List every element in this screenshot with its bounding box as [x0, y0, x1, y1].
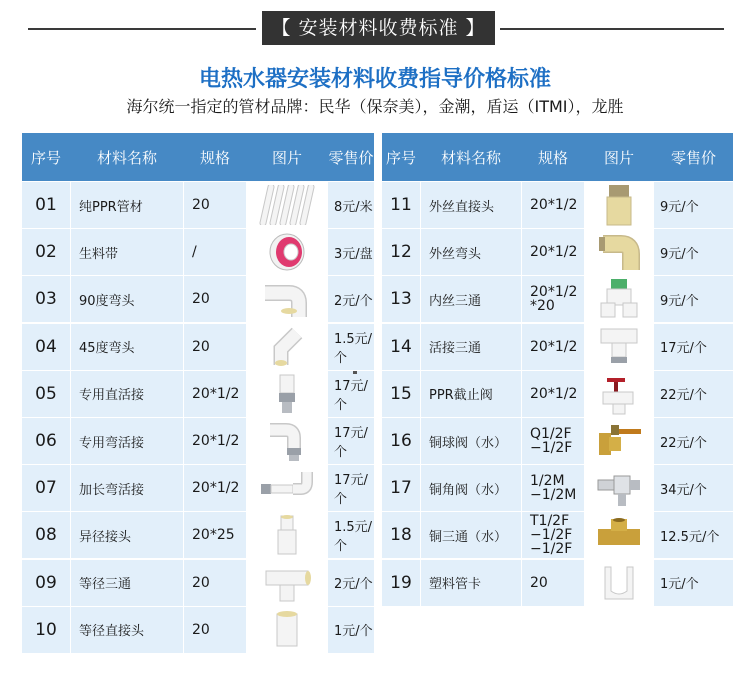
table-row: [22, 418, 374, 464]
item-spec: 20*1/2: [522, 324, 584, 370]
male-thread-coupling-icon: [599, 183, 639, 227]
item-image: [585, 371, 653, 417]
item-spec: 20*1/2: [184, 465, 246, 511]
elbow-45-icon: [267, 327, 307, 367]
item-price: 22元/个: [654, 371, 733, 417]
item-spec: 1/2M −1/2M: [522, 465, 584, 511]
item-image: [247, 560, 327, 606]
elbow-90-icon: [259, 279, 315, 319]
item-price: 1.5元/个: [328, 512, 374, 558]
item-image: [585, 560, 653, 606]
item-number: 04: [22, 324, 70, 370]
item-number: 19: [382, 560, 420, 606]
table-row: [382, 276, 733, 322]
table-row: [22, 229, 374, 275]
item-name: 铜角阀（水）: [421, 465, 521, 511]
table-row: [22, 324, 374, 370]
table-row: [382, 512, 733, 558]
item-name: 纯PPR管材: [71, 182, 183, 228]
item-number: 07: [22, 465, 70, 511]
item-number: 18: [382, 512, 420, 558]
item-image: [247, 229, 327, 275]
item-price: 1元/个: [654, 560, 733, 606]
straight-coupling-icon: [272, 610, 302, 650]
table-row: [22, 607, 374, 653]
item-name: 加长弯活接: [71, 465, 183, 511]
item-spec: 20: [184, 182, 246, 228]
item-price: 8元/米: [328, 182, 374, 228]
item-number: 11: [382, 182, 420, 228]
item-price: 3元/盘: [328, 229, 374, 275]
table-row: [382, 418, 733, 464]
item-number: 05: [22, 371, 70, 417]
ptfe-tape-icon: [265, 232, 309, 272]
brand-subtitle: 海尔统一指定的管材品牌：民华（保奈美），金潮，盾运（ITMI），龙胜: [126, 97, 624, 116]
item-spec: 20*1/2 *20: [522, 276, 584, 322]
item-number: 10: [22, 607, 70, 653]
item-name: 45度弯头: [71, 324, 183, 370]
table-row: [22, 182, 374, 228]
item-spec: 20*1/2: [184, 371, 246, 417]
item-number: 02: [22, 229, 70, 275]
table-row: [382, 324, 733, 370]
item-name: 外丝直接头: [421, 182, 521, 228]
header-name: 材料名称: [440, 148, 501, 167]
item-price: 1.5元/个: [328, 324, 374, 370]
item-number: 12: [382, 229, 420, 275]
male-thread-elbow-icon: [597, 230, 641, 274]
item-image: [585, 512, 653, 558]
item-price: 12.5元/个: [654, 512, 733, 558]
item-name: 塑料管卡: [421, 560, 521, 606]
table-row: [382, 560, 733, 606]
item-image: [585, 465, 653, 511]
item-image: [585, 418, 653, 464]
pipe-clip-icon: [597, 561, 641, 605]
item-image: [247, 182, 327, 228]
item-spec: 20: [184, 324, 246, 370]
section-banner: 【 安装材料收费标准 】: [262, 11, 495, 45]
item-spec: 20: [184, 276, 246, 322]
item-spec: 20*25: [184, 512, 246, 558]
item-number: 01: [22, 182, 70, 228]
item-spec: T1/2F −1/2F −1/2F: [522, 512, 584, 558]
female-thread-tee-icon: [597, 277, 641, 321]
item-price: 9元/个: [654, 182, 733, 228]
item-name: 异径接头: [71, 512, 183, 558]
item-number: 17: [382, 465, 420, 511]
item-image: [247, 607, 327, 653]
item-name: 铜三通（水）: [421, 512, 521, 558]
header-spec: 规格: [537, 148, 568, 167]
item-image: [247, 465, 327, 511]
header-rule-right: [500, 28, 724, 30]
header-name: 材料名称: [96, 148, 157, 167]
item-name: 铜球阀（水）: [421, 418, 521, 464]
item-name: 专用直活接: [71, 371, 183, 417]
item-price: 34元/个: [654, 465, 733, 511]
table-row: [22, 560, 374, 606]
item-number: 16: [382, 418, 420, 464]
elbow-union-icon: [262, 420, 312, 462]
item-price: 2元/个: [328, 560, 374, 606]
header-image: 图片: [603, 148, 634, 167]
item-image: [585, 276, 653, 322]
item-number: 06: [22, 418, 70, 464]
item-name: 活接三通: [421, 324, 521, 370]
item-image: [585, 182, 653, 228]
table-row: [382, 465, 733, 511]
item-spec: 20*1/2: [522, 229, 584, 275]
table-row: [22, 512, 374, 558]
stray-dot: [353, 371, 357, 374]
header-price: 零售价: [670, 148, 716, 167]
equal-tee-icon: [262, 563, 312, 603]
item-name: 等径直接头: [71, 607, 183, 653]
table-row: [382, 182, 733, 228]
item-spec: /: [184, 229, 246, 275]
straight-union-icon: [272, 373, 302, 415]
item-image: [247, 418, 327, 464]
stop-valve-icon: [599, 372, 639, 416]
item-price: 17元/个: [328, 371, 374, 417]
ppr-pipes-icon: [257, 185, 317, 225]
item-price: 22元/个: [654, 418, 733, 464]
header-spec: 规格: [199, 148, 230, 167]
item-spec: 20: [184, 607, 246, 653]
item-name: 90度弯头: [71, 276, 183, 322]
item-spec: 20: [522, 560, 584, 606]
header-image: 图片: [271, 148, 302, 167]
item-name: 等径三通: [71, 560, 183, 606]
item-number: 09: [22, 560, 70, 606]
page-title: 电热水器安装材料收费指导价格标准: [198, 67, 551, 92]
item-price: 1元/个: [328, 607, 374, 653]
item-spec: 20*1/2: [522, 371, 584, 417]
item-spec: 20*1/2: [522, 182, 584, 228]
left-table-header: [22, 133, 374, 181]
table-row: [22, 276, 374, 322]
item-spec: 20: [184, 560, 246, 606]
item-image: [247, 276, 327, 322]
item-number: 15: [382, 371, 420, 417]
table-row: [22, 465, 374, 511]
item-name: 外丝弯头: [421, 229, 521, 275]
item-number: 08: [22, 512, 70, 558]
angle-valve-icon: [594, 468, 644, 508]
table-row: [382, 229, 733, 275]
item-image: [247, 371, 327, 417]
price-table-right: [382, 133, 733, 617]
item-number: 13: [382, 276, 420, 322]
header-no: 序号: [385, 148, 416, 167]
header-no: 序号: [30, 148, 61, 167]
header-price: 零售价: [328, 148, 374, 167]
item-spec: 20*1/2: [184, 418, 246, 464]
brass-tee-icon: [596, 515, 642, 555]
item-number: 14: [382, 324, 420, 370]
right-table-header: [382, 133, 733, 181]
item-name: PPR截止阀: [421, 371, 521, 417]
item-image: [247, 324, 327, 370]
item-price: 9元/个: [654, 229, 733, 275]
item-spec: Q1/2F −1/2F: [522, 418, 584, 464]
long-elbow-union-icon: [259, 468, 315, 508]
item-price: 17元/个: [654, 324, 733, 370]
item-name: 生料带: [71, 229, 183, 275]
item-price: 17元/个: [328, 465, 374, 511]
table-row: [382, 371, 733, 417]
item-name: 内丝三通: [421, 276, 521, 322]
item-price: 17元/个: [328, 418, 374, 464]
item-image: [585, 324, 653, 370]
item-name: 专用弯活接: [71, 418, 183, 464]
item-price: 9元/个: [654, 276, 733, 322]
brass-ball-valve-icon: [595, 421, 643, 461]
item-image: [247, 512, 327, 558]
price-table-left: [22, 133, 374, 663]
item-price: 2元/个: [328, 276, 374, 322]
header-rule-left: [28, 28, 256, 30]
item-number: 03: [22, 276, 70, 322]
item-image: [585, 229, 653, 275]
reducer-icon: [272, 514, 302, 556]
table-row: [22, 371, 374, 417]
union-tee-icon: [597, 325, 641, 369]
